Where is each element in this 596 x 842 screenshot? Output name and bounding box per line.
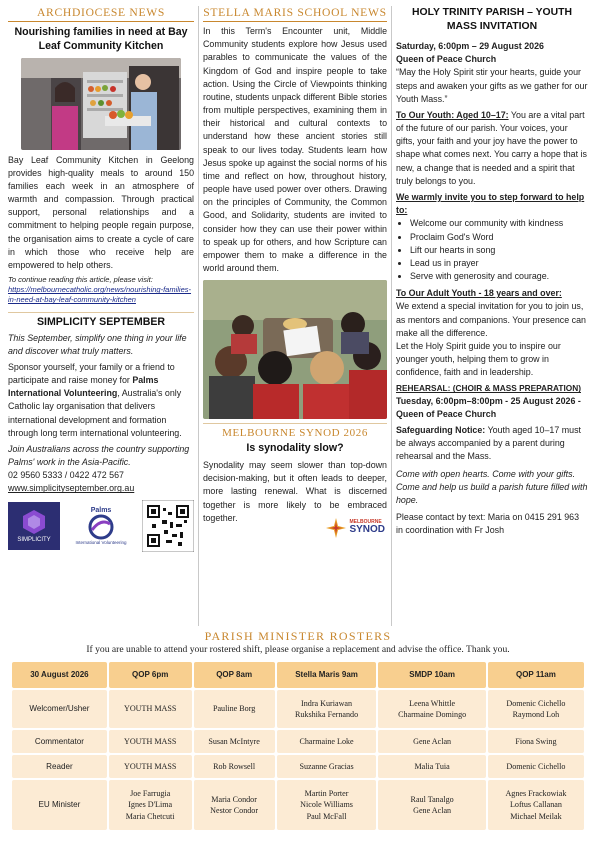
table-cell: Gene Aclan bbox=[378, 730, 485, 753]
table-cell: Fiona Swing bbox=[488, 730, 584, 753]
students-photo bbox=[203, 280, 387, 419]
rehearsal-time: Tuesday, 6:00pm–8:00pm - 25 August 2026 - Queen of Peace Church bbox=[396, 395, 581, 419]
sponsor-logos bbox=[8, 500, 194, 552]
role-cell: Commentator bbox=[12, 730, 107, 753]
article-body: Bay Leaf Community Kitchen in Geelong provides high-quality meals to around 150 families each week in an atmosphere of warmth and compassion. Through practical support, personal relationships and a commitment to helping people regain purpose, the organisation aims to create a cycle of care in which those who receive help are empowered to help others. bbox=[8, 154, 194, 270]
simplicity-text-2: , Australia's only Catholic lay organisation that delivers international development and formation through long term international volunteering. bbox=[8, 388, 182, 438]
youth-mass-title: HOLY TRINITY PARISH – YOUTH MASS INVITATION bbox=[412, 7, 572, 33]
synod-logo-text-1: MELBOURNE bbox=[349, 519, 382, 526]
table-cell: Raul Tanalgo Gene Aclan bbox=[378, 780, 485, 830]
roster-table bbox=[10, 660, 586, 832]
section-heading: STELLA MARIS SCHOOL NEWS bbox=[203, 6, 387, 22]
table-cell: Joe Farrugia Ignes D'Lima Maria Chetcuti bbox=[109, 780, 192, 830]
kitchen-photo bbox=[21, 58, 181, 150]
column-divider bbox=[198, 6, 199, 626]
header-cell: 30 August 2026 bbox=[12, 662, 107, 688]
table-cell: Susan McIntyre bbox=[194, 730, 275, 753]
list-item: • Serve with generosity and courage. bbox=[410, 270, 588, 283]
synod-logo-text-2: SYNOD bbox=[349, 524, 385, 536]
table-cell: Charmaine Loke bbox=[277, 730, 377, 753]
table-cell: Domenic Cichello bbox=[488, 755, 584, 778]
quote: “May the Holy Spirit stir your hearts, guide your steps and awaken your gifts as we gather for our Youth Mass.” bbox=[396, 67, 588, 104]
simplicity-text: Sponsor yourself, your family or a friend to participate and raise money for bbox=[8, 361, 175, 386]
list-item: • Proclaim God's Word bbox=[410, 231, 588, 244]
youth-mass-column bbox=[396, 6, 588, 537]
synod-star-icon bbox=[325, 517, 347, 539]
table-row bbox=[12, 755, 584, 778]
contact-note: Please contact by text: Maria on 0415 291 963 in coordination with Fr Josh bbox=[396, 512, 580, 536]
adult-body-2: Let the Holy Spirit guide you to inspire our younger youth, helping them to grow in confidence, faith and in leadership. bbox=[396, 340, 561, 378]
rehearsal-lead: REHEARSAL: (CHOIR & MASS PREPARATION) bbox=[396, 383, 581, 394]
role-cell: EU Minister bbox=[12, 780, 107, 830]
simplicity-heading: SIMPLICITY SEPTEMBER bbox=[8, 312, 194, 328]
youth-lead: To Our Youth: Aged 10–17: bbox=[396, 109, 509, 120]
table-header-row bbox=[12, 662, 584, 688]
table-cell: Suzanne Gracias bbox=[277, 755, 377, 778]
school-column bbox=[203, 6, 387, 539]
header-cell: Stella Maris 9am bbox=[277, 662, 377, 688]
adult-body: We extend a special invitation for you to join us, as mentors and companions. Your presence can make all the difference. bbox=[396, 301, 586, 338]
article-headline: Nourishing families in need at Bay Leaf Community Kitchen bbox=[14, 26, 188, 53]
closing-note: Come with open hearts. Come with your gifts. Come and help us build a parish future filled with hope. bbox=[396, 468, 588, 505]
role-cell: Reader bbox=[12, 755, 107, 778]
continue-note: To continue reading this article, please visit: bbox=[8, 275, 153, 285]
table-cell: Rob Rowsell bbox=[194, 755, 275, 778]
roster-title: PARISH MINISTER ROSTERS bbox=[204, 629, 392, 643]
safeguarding-lead: Safeguarding Notice: bbox=[396, 425, 486, 435]
table-cell: YOUTH MASS bbox=[109, 730, 192, 753]
table-cell: Leena Whittle Charmaine Domingo bbox=[378, 690, 485, 728]
invite-lead: We warmly invite you to step forward to help to: bbox=[396, 191, 585, 216]
palms-logo-text: Palms bbox=[90, 506, 112, 514]
website-link[interactable] bbox=[8, 482, 194, 495]
simplicity-logo-text: SIMPLICITY bbox=[17, 536, 51, 543]
simplicity-body bbox=[8, 361, 194, 440]
synod-body: Synodality may seem slower than top-down decision-making, but it often leads to deeper, more lasting renewal. What is discerned together is more likely to be embraced together. bbox=[203, 460, 387, 523]
palms-logo-subtext: International Volunteering bbox=[75, 539, 127, 545]
palms-name: Palms International Volunteering bbox=[8, 375, 159, 399]
simplicity-intro: This September, simplify one thing in your life and discover what truly matters. bbox=[8, 332, 187, 356]
youth-body: You are a vital part of the future of our parish. Your voices, your gifts, your faith and your joy have the power to shape what comes next. You carry a hope that is new, a change that is needed and a spirit that truly belongs to you. bbox=[396, 109, 587, 186]
header-cell: QOP 8am bbox=[194, 662, 275, 688]
table-cell: Malia Tuia bbox=[378, 755, 485, 778]
table-cell: Martin Porter Nicole Williams Paul McFall bbox=[277, 780, 377, 830]
header-cell: SMDP 10am bbox=[378, 662, 485, 688]
section-heading: ARCHDIOCESE NEWS bbox=[8, 6, 194, 22]
table-cell: Pauline Borg bbox=[194, 690, 275, 728]
table-cell: Domenic Cichello Raymond Loh bbox=[488, 690, 584, 728]
qr-code[interactable] bbox=[142, 500, 194, 552]
header-cell: QOP 11am bbox=[488, 662, 584, 688]
mass-time: Saturday, 6:00pm – 29 August 2026 bbox=[396, 41, 544, 52]
role-cell: Welcomer/Usher bbox=[12, 690, 107, 728]
safeguarding-body: Youth aged 10–17 must be always accompanied by a parent during rehearsal and the Mass. bbox=[396, 425, 581, 462]
invite-list bbox=[410, 217, 588, 283]
table-cell: Maria Condor Nestor Condor bbox=[194, 780, 275, 830]
table-cell: Agnes Frackowiak Loftus Callanan Michael Meilak bbox=[488, 780, 584, 830]
simplicity-join: Join Australians across the country supporting Palms' work in the Asia-Pacific. bbox=[8, 443, 190, 468]
mass-location: Queen of Peace Church bbox=[396, 54, 497, 65]
school-article-body: In this Term's Encounter unit, Middle Community students explore how Jesus used parables to communicate the values of the Kingdom of God and inspire people to take action. Using the Circle of Viewpoints thinking routine, students unpack different Bible stories from multiple perspectives, examining them in their historical and cultural contexts to understand how these ancient stories still speak to our lives today. Students learn how Jesus spoke up against the social norms of his time and reflect on how, throughout history, people have used power over others. Drawing on the principles of Community, the Common Good, and Solidarity, students are invited to consider how they can use their power within to speak up for others, and how Scripture can empower them to make a difference in the world around them. bbox=[203, 26, 387, 274]
safeguarding-notice bbox=[396, 424, 588, 464]
youth-paragraph bbox=[396, 109, 588, 188]
table-cell: YOUTH MASS bbox=[109, 755, 192, 778]
website-url[interactable]: www.simplicityseptember.org.au bbox=[8, 483, 135, 494]
article-url[interactable]: https://melbournecatholic.org/news/nourishing-families-in-need-at-bay-leaf-community-kitchen bbox=[8, 285, 192, 305]
adult-lead: To Our Adult Youth - 18 years and over: bbox=[396, 288, 562, 299]
roster-subtitle: If you are unable to attend your rostered shift, please organise a replacement and advise the office. Thank you. bbox=[86, 644, 510, 655]
simplicity-logo bbox=[8, 502, 60, 550]
phone-numbers: 02 9560 5333 / 0422 472 567 bbox=[8, 470, 124, 481]
table-cell: YOUTH MASS bbox=[109, 690, 192, 728]
column-divider bbox=[391, 6, 392, 626]
palms-logo bbox=[75, 502, 127, 550]
synod-title: Is synodality slow? bbox=[246, 442, 344, 455]
archdiocese-column bbox=[8, 6, 194, 552]
article-link[interactable] bbox=[8, 285, 194, 305]
list-item: • Welcome our community with kindness bbox=[410, 217, 588, 230]
list-item: • Lift our hearts in song bbox=[410, 244, 588, 257]
list-item: • Lead us in prayer bbox=[410, 257, 588, 270]
table-row bbox=[12, 690, 584, 728]
header-cell: QOP 6pm bbox=[109, 662, 192, 688]
table-cell: Indra Kuriawan Rukshika Fernando bbox=[277, 690, 377, 728]
table-row bbox=[12, 730, 584, 753]
table-row bbox=[12, 780, 584, 830]
synod-heading: MELBOURNE SYNOD 2026 bbox=[203, 423, 387, 439]
